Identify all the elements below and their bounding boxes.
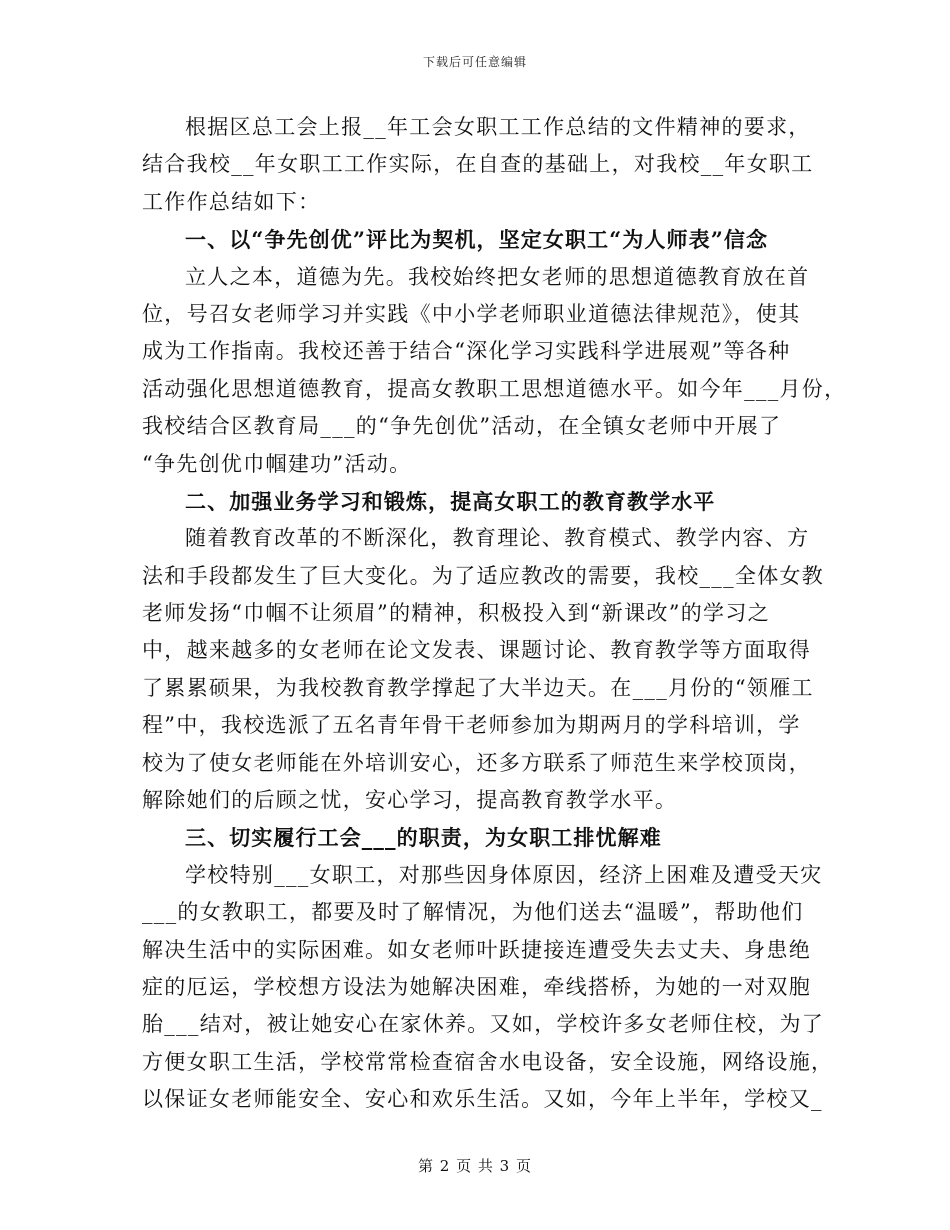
page-number: 第 2 页 共 3 页 [418, 1157, 532, 1175]
paragraph-line: 解决生活中的实际困难。如女老师叶跃捷接连遭受失去丈夫、身患绝 [142, 937, 811, 962]
section-heading: 二、加强业务学习和锻炼，提高女职工的教育教学水平 [185, 488, 716, 514]
paragraph-line: 学校特别___女职工，对那些因身体原因，经济上困难及遭受天灾 [185, 862, 823, 887]
section-heading: 一、以“争先创优”评比为契机，坚定女职工“为人师表”信念 [185, 227, 769, 253]
paragraph-line: “争先创优巾帼建功”活动。 [142, 451, 412, 476]
section-heading: 三、切实履行工会___的职责，为女职工排忧解难 [185, 825, 662, 851]
paragraph-line: 随着教育改革的不断深化，教育理论、教育模式、教学内容、方 [185, 526, 810, 551]
paragraph-line: 立人之本，道德为先。我校始终把女老师的思想道德教育放在首 [185, 264, 810, 289]
paragraph-line: 校为了使女老师能在外培训安心，还多方联系了师范生来学校顶岗， [142, 750, 811, 775]
paragraph-line: 症的厄运，学校想方设法为她解决困难，牵线搭桥，为她的一对双胞 [142, 974, 811, 999]
paragraph-line: 解除她们的后顾之忧，安心学习，提高教育教学水平。 [142, 788, 678, 813]
paragraph-line: 工作作总结如下： [142, 189, 321, 214]
paragraph-line: 根据区总工会上报__年工会女职工工作总结的文件精神的要求， [185, 115, 811, 139]
header-note: 下载后可任意编辑 [422, 55, 527, 69]
paragraph-line: 以保证女老师能安全、安心和欢乐生活。又如，今年上半年，学校又_ [142, 1087, 823, 1112]
paragraph-line: 我校结合区教育局___的“争先创优”活动，在全镇女老师中开展了 [142, 414, 782, 439]
paragraph-line: 方便女职工生活，学校常常检查宿舍水电设备，安全设施，网络设施， [142, 1049, 834, 1074]
paragraph-line: ___的女教职工，都要及时了解情况，为他们送去“温暖”，帮助他们 [142, 900, 804, 925]
paragraph-line: 活动强化思想道德教育，提高女教职工思想道德水平。如今年___月份， [142, 376, 847, 401]
paragraph-line: 成为工作指南。我校还善于结合“深化学习实践科学进展观”等各种 [142, 339, 791, 364]
document-body [142, 109, 847, 1119]
paragraph-line: 法和手段都发生了巨大变化。为了适应教改的需要，我校___全体女教 [142, 563, 825, 588]
paragraph-line: 结合我校__年女职工工作实际，在自查的基础上，对我校__年女职工 [142, 152, 814, 177]
paragraph-line: 老师发扬“巾帼不让须眉”的精神，积极投入到“新课改”的学习之 [142, 601, 770, 626]
paragraph-line: 了累累硕果，为我校教育教学撑起了大半边天。在___月份的“领雁工 [142, 675, 814, 700]
paragraph-line: 中，越来越多的女老师在论文发表、课题讨论、教育教学等方面取得 [142, 638, 811, 663]
paragraph-line: 位，号召女老师学习并实践《中小学老师职业道德法律规范》，使其 [142, 301, 801, 326]
paragraph-line: 程”中，我校选派了五名青年骨干老师参加为期两月的学科培训，学 [142, 713, 801, 738]
paragraph-line: 胎___结对，被让她安心在家休养。又如，学校许多女老师住校，为了 [142, 1012, 825, 1037]
